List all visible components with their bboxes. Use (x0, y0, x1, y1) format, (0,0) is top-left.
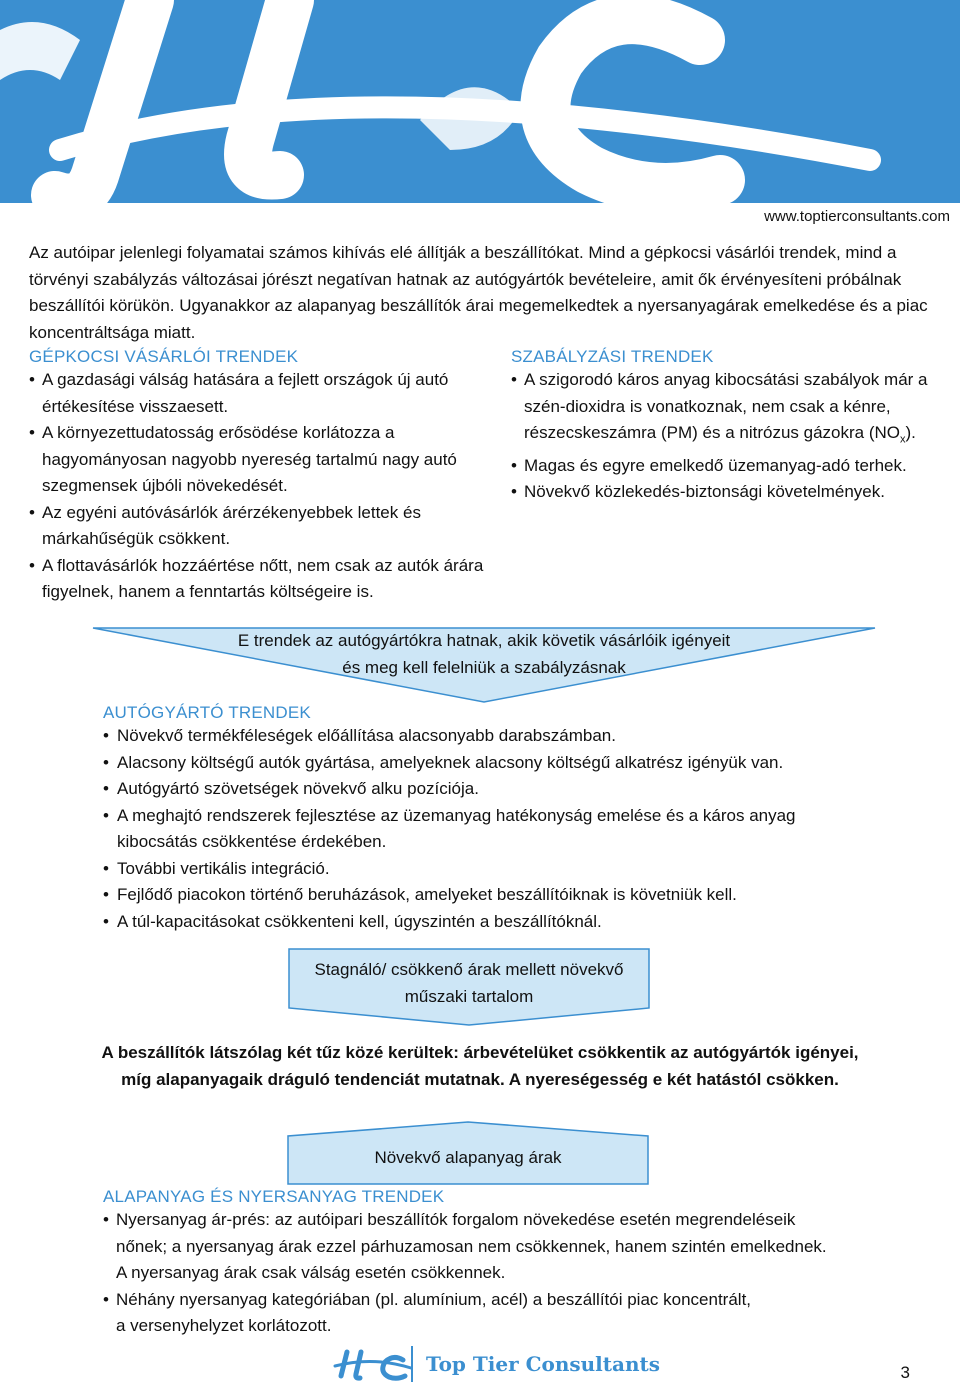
intro-paragraph: Az autóipar jelenlegi folyamatai számos kihívás elé állítják a beszállítókat. Mind a gépkocsi vásárlói trendek, mind a törvényi szabályzás változásai jórészt negatívan hatnak az autógyártók bevételeire, amit ők érvényesíteni próbálnak beszállítói körükön. Ugyanakkor az alapanyag beszállítók árai megemelkedtek a nyersanyagárak emelkedése és a piac koncentráltsága miatt. (29, 243, 928, 342)
buyer-trends-list (29, 367, 509, 606)
list-item: • Néhány nyersanyag kategóriában (pl. alumínium, acél) a beszállítói piac koncentrált, a versenyhelyzet korlátozott. (103, 1287, 756, 1340)
price-pressure-callout (109, 948, 829, 1026)
list-item: • Nyersanyag ár-prés: az autóipari beszállítók forgalom növekedése esetén megrendeléseik nőnek; a nyersanyag árak ezzel párhuzamosan nem csökkennek, hanem szintén emelkednek. A nyersanyag árak csak válság esetén csökkennek. (103, 1207, 833, 1287)
regulation-trends-section (511, 347, 946, 506)
regulation-trends-heading: SZABÁLYZÁSI TRENDEK (511, 347, 714, 366)
list-item: • További vertikális integráció. (103, 856, 903, 883)
list-item: • Alacsony költségű autók gyártása, amelyeknek alacsony költségű alkatrész igényük van. (103, 750, 903, 777)
list-item: • Az egyéni autóvásárlók árérzékenyebbek lettek és márkahűségük csökkent. (29, 500, 509, 553)
price-pressure-text: Stagnáló/ csökkenő árak mellett növekvő műszaki tartalom (314, 960, 624, 1006)
manufacturer-trends-section (103, 703, 903, 935)
list-item: • A túl-kapacitásokat csökkenteni kell, úgyszintén a beszállítóknál. (103, 909, 903, 936)
trend-arrow-callout (92, 627, 876, 703)
list-item: • A szigorodó káros anyag kibocsátási szabályok már a szén-dioxidra is vonatkoznak, nem csak a kénre, részecskeszámra (PM) és a nitrózus gázokra $(NO_x)$. (511, 367, 946, 453)
raw-material-price-text: Növekvő alapanyag árak (374, 1148, 562, 1167)
footer-ttc-logo (333, 1346, 415, 1384)
ttc-logo (0, 0, 960, 203)
list-item: • Autógyártó szövetségek növekvő alku pozíciója. (103, 776, 903, 803)
list-item: • Növekvő termékféleségek előállítása alacsonyabb darabszámban. (103, 723, 903, 750)
list-item: • A környezettudatosság erősödése korlátozza a hagyományosan nagyobb nyereség tartalmú nagy autó szegmensek újbóli növekedését. (29, 420, 509, 500)
list-item: • A gazdasági válság hatására a fejlett országok új autó értékesítése visszaesett. (29, 367, 509, 420)
manufacturer-trends-list (103, 723, 903, 935)
list-item: • A meghajtó rendszerek fejlesztése az üzemanyag hatékonyság emelése és a káros anyag kibocsátás csökkentése érdekében. (103, 803, 837, 856)
manufacturer-trends-heading: AUTÓGYÁRTÓ TRENDEK (103, 703, 311, 722)
website-url[interactable]: www.toptierconsultants.com (764, 208, 950, 225)
raw-material-trends-list (103, 1207, 833, 1340)
list-item: • Magas és egyre emelkedő üzemanyag-adó terhek. (511, 453, 946, 480)
buyer-trends-heading: GÉPKOCSI VÁSÁRLÓI TRENDEK (29, 347, 299, 366)
conclusion-text: A beszállítók látszólag két tűz közé kerültek: árbevételüket csökkentik az autógyártók igényei, míg alapanyagaik dráguló tendenciát mutatnak. A nyereségesség e két hatástól csökken. (101, 1043, 859, 1089)
footer-divider (411, 1346, 413, 1382)
list-item: • A flottavásárlók hozzáértése nőtt, nem csak az autók árára figyelnek, hanem a fenntartás költségeire is. (29, 553, 509, 606)
raw-material-trends-heading: ALAPANYAG ÉS NYERSANYAG TRENDEK (103, 1187, 445, 1206)
header-banner (0, 0, 960, 203)
list-item: • Fejlődő piacokon történő beruházások, amelyeket beszállítóiknak is követniük kell. (103, 882, 903, 909)
arrow-callout-text: E trendek az autógyártókra hatnak, akik követik vásárlóik igényeit és meg kell felelniük a szabályzásnak (237, 631, 731, 677)
buyer-trends-section (29, 347, 509, 606)
page-number: 3 (900, 1363, 910, 1382)
raw-material-trends-section (103, 1187, 903, 1340)
list-item: • Növekvő közlekedés-biztonsági követelmények. (511, 479, 946, 506)
footer-company-name: Top Tier Consultants (426, 1352, 661, 1376)
raw-material-price-callout (108, 1121, 828, 1185)
regulation-trends-list (511, 367, 946, 506)
